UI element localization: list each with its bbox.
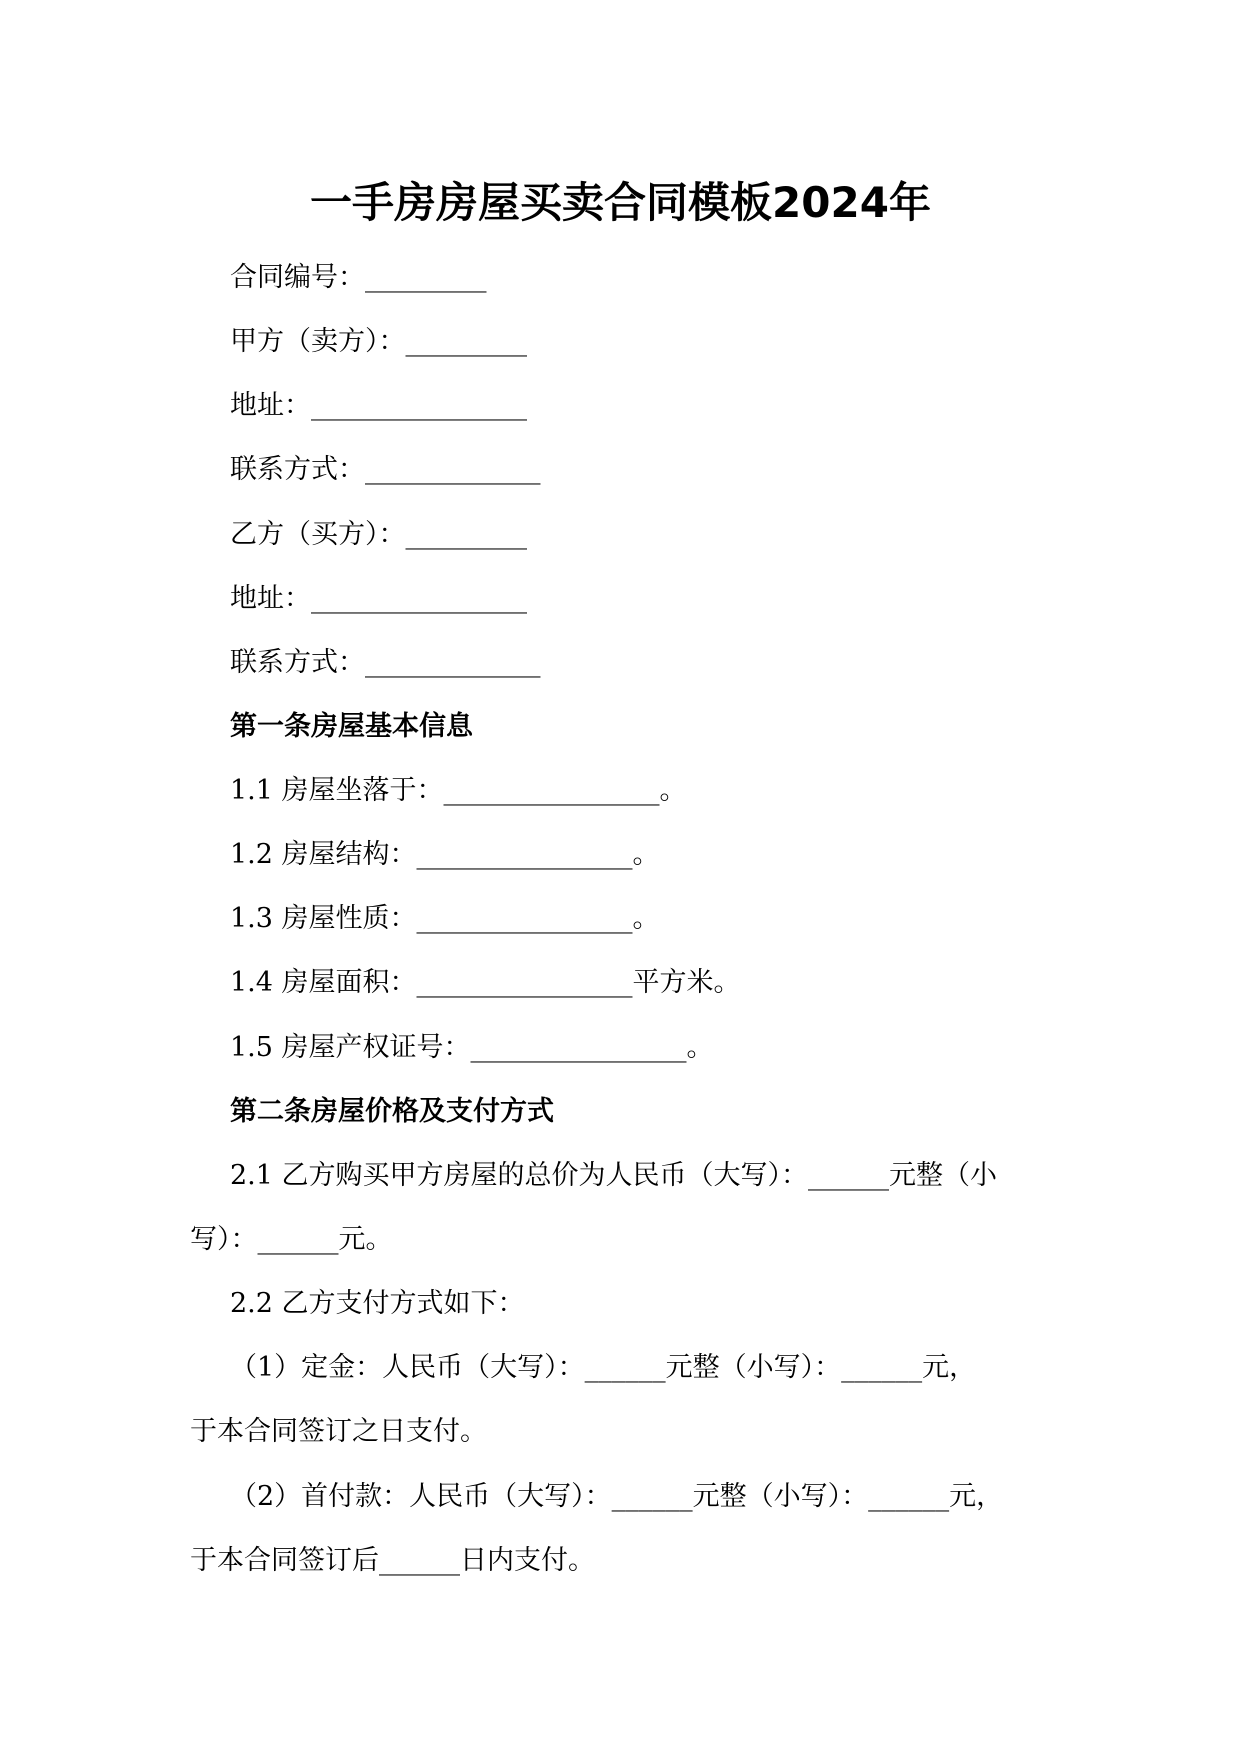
article2-heading: 第二条房屋价格及支付方式 — [230, 1096, 554, 1127]
article1-heading: 第一条房屋基本信息 — [230, 711, 473, 742]
article2-down-payment-line2: 于本合同签订后______日内支付。 — [190, 1545, 595, 1576]
article1-item-structure: 1.2 房屋结构：________________。 — [230, 839, 660, 870]
article2-down-payment-line1: （2）首付款：人民币（大写）：______元整（小写）：______元， — [230, 1481, 1004, 1512]
article1-item-nature: 1.3 房屋性质：________________。 — [230, 903, 660, 934]
seller-address-field: 地址：________________ — [230, 390, 527, 421]
article2-deposit-line2: 于本合同签订之日支付。 — [190, 1416, 487, 1447]
seller-field: 甲方（卖方）：_________ — [230, 326, 527, 357]
article2-total-price-line1: 2.1 乙方购买甲方房屋的总价为人民币（大写）：______元整（小 — [230, 1160, 998, 1191]
article2-payment-intro: 2.2 乙方支付方式如下： — [230, 1288, 525, 1319]
article2-total-price-line2: 写）：______元。 — [190, 1224, 393, 1255]
article1-item-area: 1.4 房屋面积：________________平方米。 — [230, 967, 741, 998]
buyer-address-field: 地址：________________ — [230, 583, 527, 614]
article2-deposit-line1: （1）定金：人民币（大写）：______元整（小写）：______元， — [230, 1352, 977, 1383]
article1-item-certificate: 1.5 房屋产权证号：________________。 — [230, 1032, 714, 1063]
buyer-contact-field: 联系方式：_____________ — [230, 647, 541, 678]
buyer-field: 乙方（买方）：_________ — [230, 519, 527, 550]
document-title: 一手房房屋买卖合同模板2024年 — [310, 178, 931, 227]
article1-item-location: 1.1 房屋坐落于：________________。 — [230, 775, 687, 806]
seller-contact-field: 联系方式：_____________ — [230, 454, 541, 485]
contract-number-field: 合同编号：_________ — [230, 262, 487, 293]
